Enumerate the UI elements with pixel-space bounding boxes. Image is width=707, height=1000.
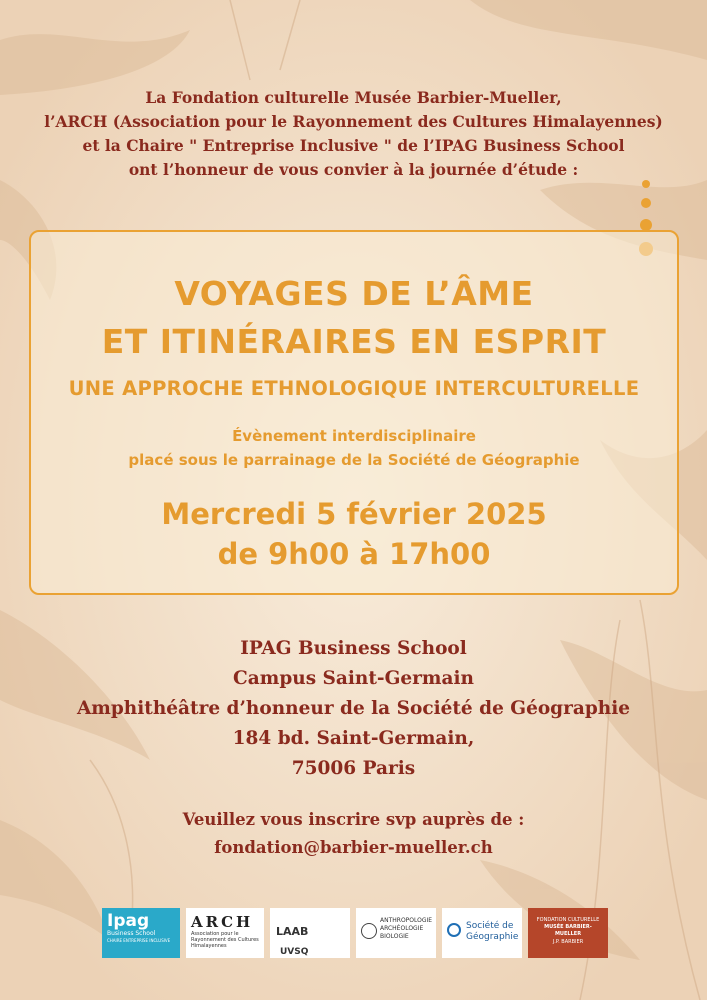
intro-block <box>0 86 707 182</box>
fbm-logo-line-2: MUSÉE BARBIER-MUELLER <box>544 924 592 937</box>
globe-icon <box>447 923 461 937</box>
laab-logo[interactable] <box>270 908 350 958</box>
title-line-2: ET ITINÉRAIRES EN ESPRIT <box>101 322 607 361</box>
arch-logo[interactable] <box>186 908 264 958</box>
aab-logo-line-2: ARCHÉOLOGIE <box>380 925 424 932</box>
event-time: de 9h00 à 17h00 <box>217 537 491 571</box>
arch-logo-sub: Association pour le Rayonnement des Cultures Himalayennes <box>191 931 259 949</box>
fbm-logo-line-1: FONDATION CULTURELLE <box>536 917 600 923</box>
registration-block <box>0 806 707 862</box>
aab-logo[interactable] <box>356 908 436 958</box>
dot-1 <box>642 180 650 188</box>
intro-line-4: ont l’honneur de vous convier à la journée d’étude : <box>128 160 579 179</box>
intro-line-2: l’ARCH (Association pour le Rayonnement des Cultures Himalayennes) <box>44 112 663 131</box>
aab-logo-line-3: BIOLOGIE <box>380 933 409 940</box>
event-title-frame <box>29 230 679 595</box>
venue-block <box>0 634 707 784</box>
ipag-logo-name: Ipag <box>107 911 150 931</box>
dot-2 <box>641 198 651 208</box>
fondation-barbier-mueller-logo[interactable] <box>528 908 608 958</box>
arch-logo-name: ARCH <box>191 913 254 931</box>
venue-line-5: 75006 Paris <box>291 758 416 779</box>
event-date: Mercredi 5 février 2025 <box>161 497 547 531</box>
societe-geographie-logo[interactable] <box>442 908 522 958</box>
laab-logo-partner: UVSQ <box>280 947 309 957</box>
ipag-logo[interactable] <box>102 908 180 958</box>
venue-line-4: 184 bd. Saint-Germain, <box>232 728 475 749</box>
laab-logo-name: LAAB <box>276 925 309 938</box>
intro-line-1: La Fondation culturelle Musée Barbier-Mueller, <box>145 88 562 107</box>
registration-email-link[interactable]: fondation@barbier-mueller.ch <box>214 838 493 857</box>
venue-line-3: Amphithéâtre d’honneur de la Société de Géographie <box>76 698 631 719</box>
event-description-line-2: placé sous le parrainage de la Société de Géographie <box>128 451 580 469</box>
registration-label: Veuillez vous inscrire svp auprès de : <box>182 810 525 829</box>
sg-logo-line-1: Société de <box>466 921 514 931</box>
venue-line-2: Campus Saint-Germain <box>233 668 474 689</box>
sg-logo-line-2: Géographie <box>466 932 519 942</box>
title-line-1: VOYAGES DE L’ÂME <box>174 274 534 313</box>
aab-logo-line-1: ANTHROPOLOGIE <box>380 917 433 924</box>
ipag-logo-chair: CHAIRE ENTREPRISE INCLUSIVE <box>107 938 171 943</box>
subtitle: UNE APPROCHE ETHNOLOGIQUE INTERCULTURELLE <box>68 377 640 400</box>
event-description-line-1: Évènement interdisciplinaire <box>232 427 476 445</box>
partner-logos <box>102 908 612 960</box>
ipag-logo-sub: Business School <box>107 930 156 937</box>
aab-logo-emblem-icon <box>361 923 377 939</box>
venue-line-1: IPAG Business School <box>240 638 467 659</box>
fbm-logo-line-3: J.P. BARBIER <box>552 939 584 945</box>
intro-line-3: et la Chaire " Entreprise Inclusive " de l’IPAG Business School <box>82 136 625 155</box>
